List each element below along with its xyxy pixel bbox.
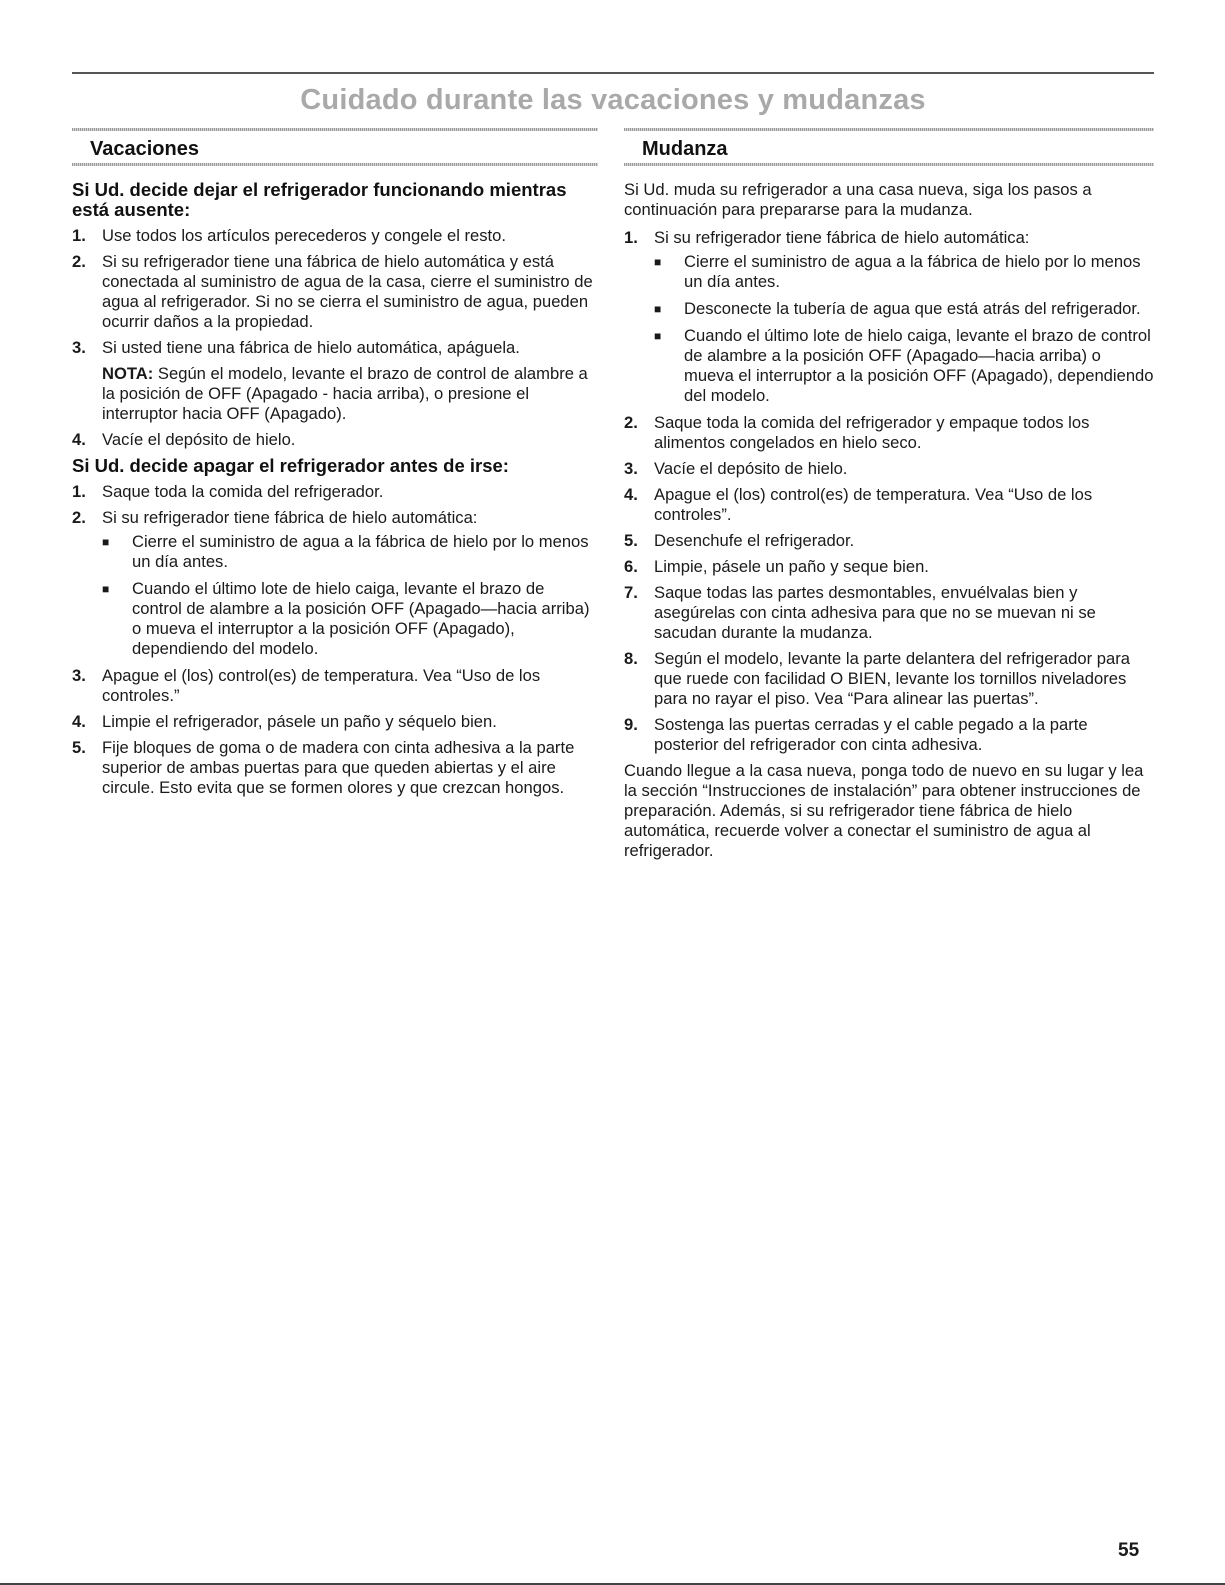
list-item [72,482,598,502]
vacaciones-column [72,128,598,804]
steps-list-left-1 [72,226,598,450]
steps-list-left-2 [72,482,598,798]
list-item [624,413,1154,453]
top-rule [72,72,1154,74]
list-item [624,715,1154,755]
list-item [72,430,598,450]
item-text: Vacíe el depósito de hielo. [102,430,296,449]
square-bullet-icon: ■ [654,329,662,343]
item-number: 5. [624,531,638,550]
note-label: NOTA: [102,364,154,383]
subheading-funcionando: Si Ud. decide dejar el refrigerador funcionando mientras está ausente: [72,179,567,220]
item-number: 1. [72,226,86,245]
list-item [624,649,1154,709]
bullet-item [102,532,598,572]
intro-paragraph: Si Ud. muda su refrigerador a una casa nueva, siga los pasos a continuación para prepararse para la mudanza. [624,180,1092,219]
bullet-text: Cierre el suministro de agua a la fábrica de hielo por lo menos un día antes. [132,532,589,571]
subheading-apagar: Si Ud. decide apagar el refrigerador antes de irse: [72,455,509,476]
page-title: Cuidado durante las vacaciones y mudanzas [300,84,926,116]
item-number: 3. [72,338,86,357]
note [102,364,598,424]
mudanza-column [624,128,1154,869]
item-number: 1. [624,228,638,247]
item-number: 4. [72,430,86,449]
item-text: Limpie el refrigerador, pásele un paño y séquelo bien. [102,712,497,731]
bullet-text: Cuando el último lote de hielo caiga, levante el brazo de control de alambre a la posición OFF (Apagado—hacia arriba) o mueva el interruptor a la posición OFF (Apagado), dependiendo del modelo. [684,326,1154,405]
bullet-item [102,579,598,659]
list-item [624,531,1154,551]
item-text: Saque todas las partes desmontables, envuélvalas bien y asegúrelas con cinta adhesiva para que no se muevan ni se sacudan durante la mudanza. [654,583,1096,642]
section-heading-mudanza: Mudanza [642,138,728,160]
item-text: Según el modelo, levante la parte delantera del refrigerador para que ruede con facilidad O BIEN, levante los tornillos niveladores para no rayar el piso. Vea “Para alinear las puertas”. [654,649,1130,708]
item-number: 3. [624,459,638,478]
item-text: Saque toda la comida del refrigerador. [102,482,384,501]
page-number: 55 [1118,1540,1140,1561]
item-text: Si su refrigerador tiene fábrica de hielo automática: [654,228,1030,247]
item-number: 7. [624,583,638,602]
item-number: 9. [624,715,638,734]
list-item [72,252,598,332]
steps-list-right [624,228,1154,755]
item-text: Si usted tiene una fábrica de hielo automática, apáguela. [102,338,520,357]
list-item [624,485,1154,525]
item-number: 4. [624,485,638,504]
list-item [72,338,598,424]
item-text: Saque toda la comida del refrigerador y empaque todos los alimentos congelados en hielo seco. [654,413,1090,452]
item-text: Use todos los artículos perecederos y congele el resto. [102,226,506,245]
item-number: 8. [624,649,638,668]
item-number: 1. [72,482,86,501]
item-text: Fije bloques de goma o de madera con cinta adhesiva a la parte superior de ambas puertas para que queden abiertas y el aire circule. Esto evita que se formen olores y que crezcan hongos. [102,738,575,797]
bullet-item [654,252,1154,292]
item-text: Sostenga las puertas cerradas y el cable pegado a la parte posterior del refrigerador con cinta adhesiva. [654,715,1088,754]
list-item [72,712,598,732]
item-number: 2. [72,508,86,527]
item-number: 6. [624,557,638,576]
square-bullet-icon: ■ [654,255,662,269]
item-text: Vacíe el depósito de hielo. [654,459,848,478]
list-item [72,666,598,706]
item-number: 2. [72,252,86,271]
section-heading-vacaciones: Vacaciones [90,138,199,160]
bullet-item [654,299,1154,319]
item-text: Apague el (los) control(es) de temperatura. Vea “Uso de los controles.” [102,666,541,705]
item-text: Desenchufe el refrigerador. [654,531,855,550]
list-item [72,508,598,659]
item-text: Limpie, pásele un paño y seque bien. [654,557,929,576]
list-item [72,738,598,798]
list-item [624,228,1154,406]
square-bullet-icon: ■ [654,302,662,316]
closing-paragraph: Cuando llegue a la casa nueva, ponga todo de nuevo en su lugar y lea la sección “Instrucciones de instalación” para obtener instrucciones de preparación. Además, si su refrigerador tiene fábrica de hielo automática, recuerde volver a conectar el suministro de agua al refrigerador. [624,761,1144,860]
list-item [72,226,598,246]
item-text: Apague el (los) control(es) de temperatura. Vea “Uso de los controles”. [654,485,1093,524]
item-text: Si su refrigerador tiene fábrica de hielo automática: [102,508,478,527]
bullet-item [654,326,1154,406]
bullet-text: Desconecte la tubería de agua que está atrás del refrigerador. [684,299,1141,318]
note-text: Según el modelo, levante el brazo de control de alambre a la posición de OFF (Apagado - hacia arriba), o presione el interruptor hacia OFF (Apagado). [102,364,588,423]
bullet-text: Cierre el suministro de agua a la fábrica de hielo por lo menos un día antes. [684,252,1141,291]
list-item [624,583,1154,643]
section-bar [72,163,598,166]
section-bar [624,163,1154,166]
item-text: Si su refrigerador tiene una fábrica de hielo automática y está conectada al suministro de agua de la casa, cierre el suministro de agua al refrigerador. Si no se cierra el suministro de agua, pueden ocurrir daños a la propiedad. [102,252,593,331]
square-bullet-icon: ■ [102,535,110,549]
bullet-text: Cuando el último lote de hielo caiga, levante el brazo de control de alambre a la posición OFF (Apagado—hacia arriba) o mueva el interruptor a la posición OFF (Apagado), dependiendo del modelo. [132,579,590,658]
item-number: 3. [72,666,86,685]
item-number: 4. [72,712,86,731]
list-item [624,459,1154,479]
item-number: 2. [624,413,638,432]
square-bullet-icon: ■ [102,582,110,596]
item-number: 5. [72,738,86,757]
list-item [624,557,1154,577]
